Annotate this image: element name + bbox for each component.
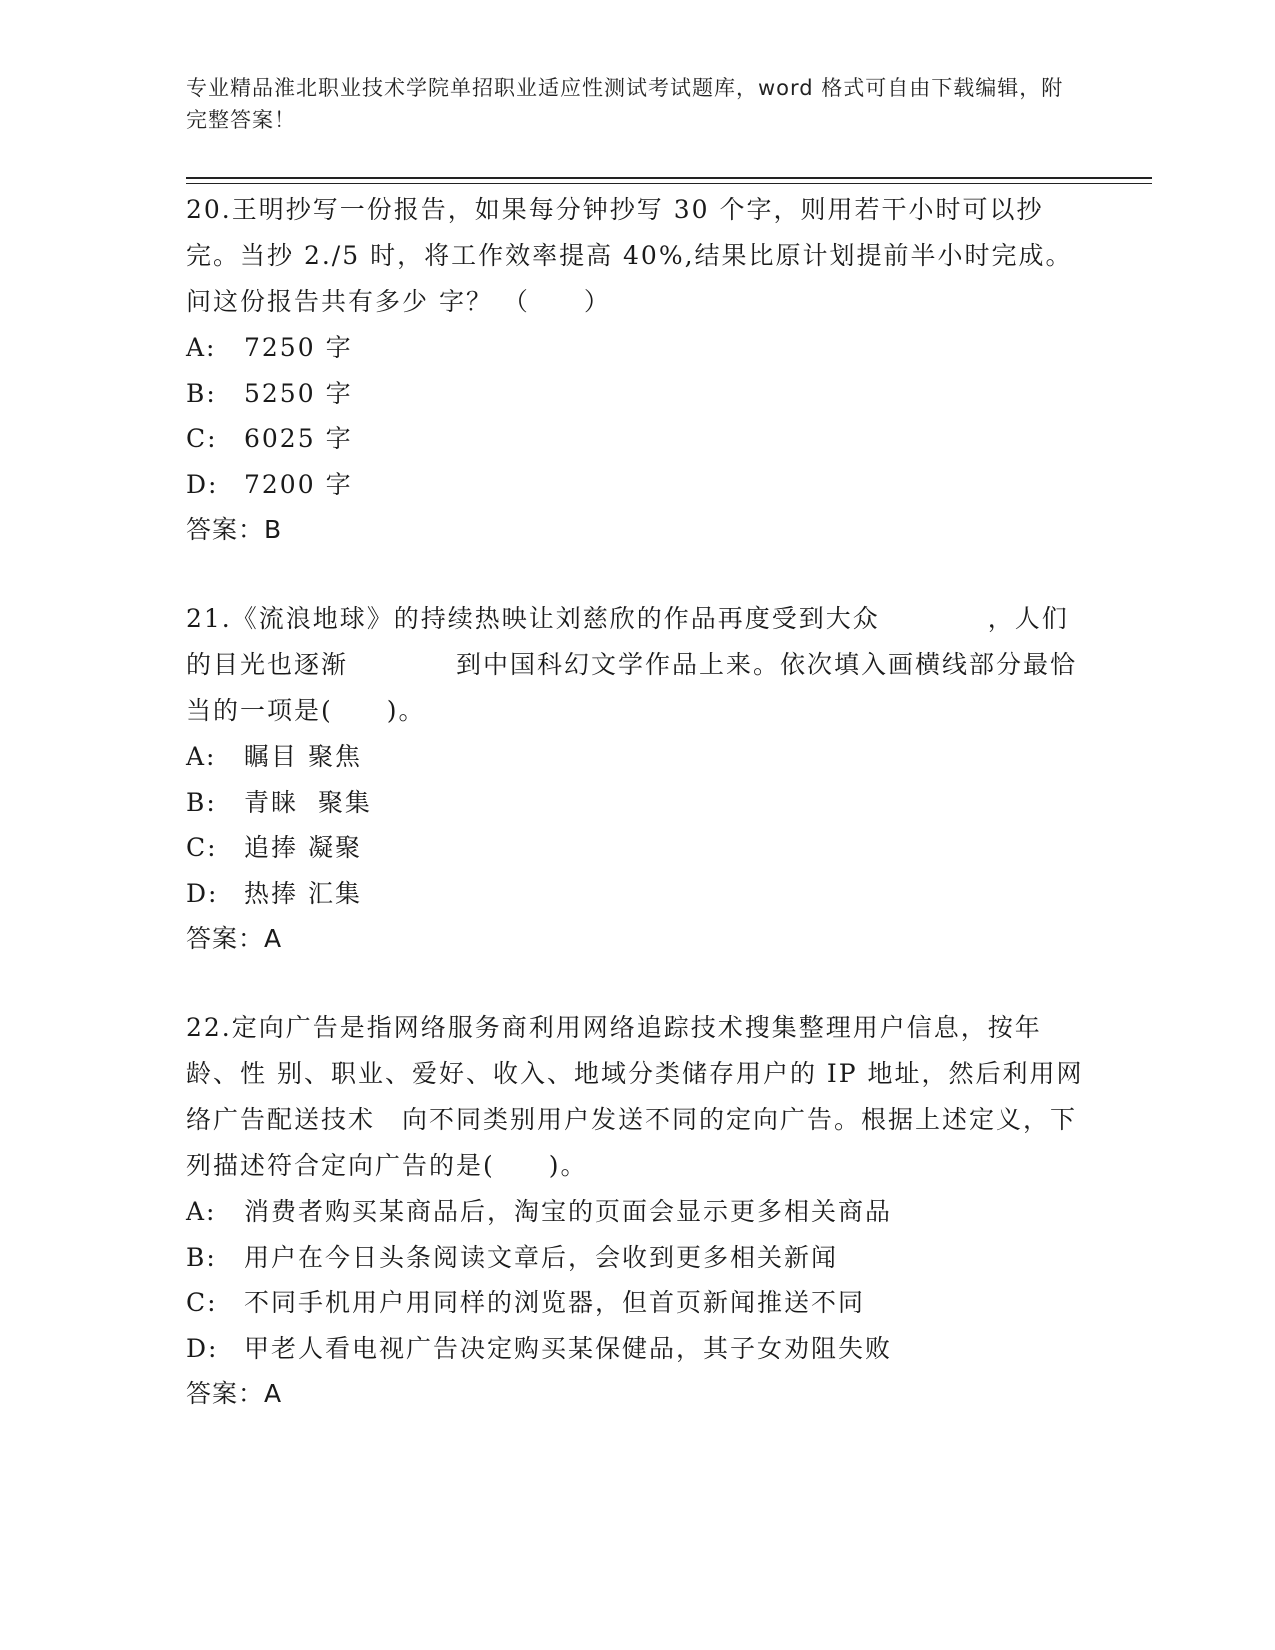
option-a (186, 734, 1086, 780)
option-list (186, 734, 1086, 916)
option-letter: A: (186, 333, 217, 362)
question-stem: 22.定向广告是指网络服务商利用网络追踪技术搜集整理用户信息，按年龄、性 别、职业、爱好、收入、地域分类储存用户的 IP 地址，然后利用网络广告配送技术 向不同类别用户发送不同的定向广告。根据上述定义，下列描述符合定向广告的是( )。 (186, 1013, 1084, 1180)
option-d (186, 871, 1086, 917)
question-20 (186, 187, 1086, 553)
option-text: 追捧 凝聚 (244, 833, 362, 862)
header-divider-thick (186, 177, 1152, 179)
option-d (186, 462, 1086, 508)
option-c (186, 825, 1086, 871)
option-text: 7200 字 (244, 469, 353, 499)
option-text: 青睐 聚集 (244, 787, 372, 817)
option-text: 不同手机用户用同样的浏览器，但首页新闻推送不同 (244, 1288, 866, 1317)
answer-line: 答案：A (186, 1379, 283, 1408)
option-letter: D: (186, 878, 219, 908)
option-a (186, 325, 1086, 371)
document-header: 专业精品淮北职业技术学院单招职业适应性测试考试题库，word 格式可自由下载编辑，附完整答案！ (186, 76, 1064, 132)
option-letter: A: (186, 1197, 217, 1226)
option-letter: C: (186, 1288, 218, 1317)
question-22 (186, 1005, 1086, 1417)
option-c (186, 416, 1086, 462)
option-b (186, 1235, 1086, 1281)
option-list (186, 325, 1086, 507)
question-stem: 20.王明抄写一份报告，如果每分钟抄写 30 个字，则用若干小时可以抄完。当抄 2./5 时，将工作效率提高 40%,结果比原计划提前半小时完成。问这份报告共有多少 字？ （ ） (186, 195, 1073, 316)
question-21 (186, 596, 1086, 962)
option-text: 热捧 汇集 (244, 878, 362, 908)
option-text: 消费者购买某商品后，淘宝的页面会显示更多相关商品 (244, 1197, 893, 1226)
option-b (186, 371, 1086, 417)
option-letter: C: (186, 424, 218, 453)
option-text: 用户在今日头条阅读文章后，会收到更多相关新闻 (244, 1242, 839, 1272)
option-text: 甲老人看电视广告决定购买某保健品，其子女劝阻失败 (244, 1333, 893, 1363)
question-stem: 21.《流浪地球》的持续热映让刘慈欣的作品再度受到大众 ，人们的目光也逐渐 到中国科幻文学作品上来。依次填入画横线部分最恰当的一项是( )。 (186, 604, 1078, 725)
option-d (186, 1326, 1086, 1372)
option-letter: B: (186, 787, 217, 817)
option-letter: B: (186, 1242, 217, 1272)
answer-line: 答案：B (186, 515, 283, 544)
option-letter: C: (186, 833, 218, 862)
header-divider-thin (186, 183, 1152, 184)
answer-line: 答案：A (186, 924, 283, 953)
option-text: 7250 字 (244, 333, 353, 362)
option-letter: D: (186, 1333, 219, 1363)
option-b (186, 780, 1086, 826)
option-letter: B: (186, 378, 217, 408)
option-letter: D: (186, 469, 219, 499)
option-a (186, 1189, 1086, 1235)
option-letter: A: (186, 742, 217, 771)
option-text: 5250 字 (244, 378, 353, 408)
option-list (186, 1189, 1086, 1371)
option-c (186, 1280, 1086, 1326)
option-text: 瞩目 聚焦 (244, 742, 362, 771)
option-text: 6025 字 (244, 424, 353, 453)
